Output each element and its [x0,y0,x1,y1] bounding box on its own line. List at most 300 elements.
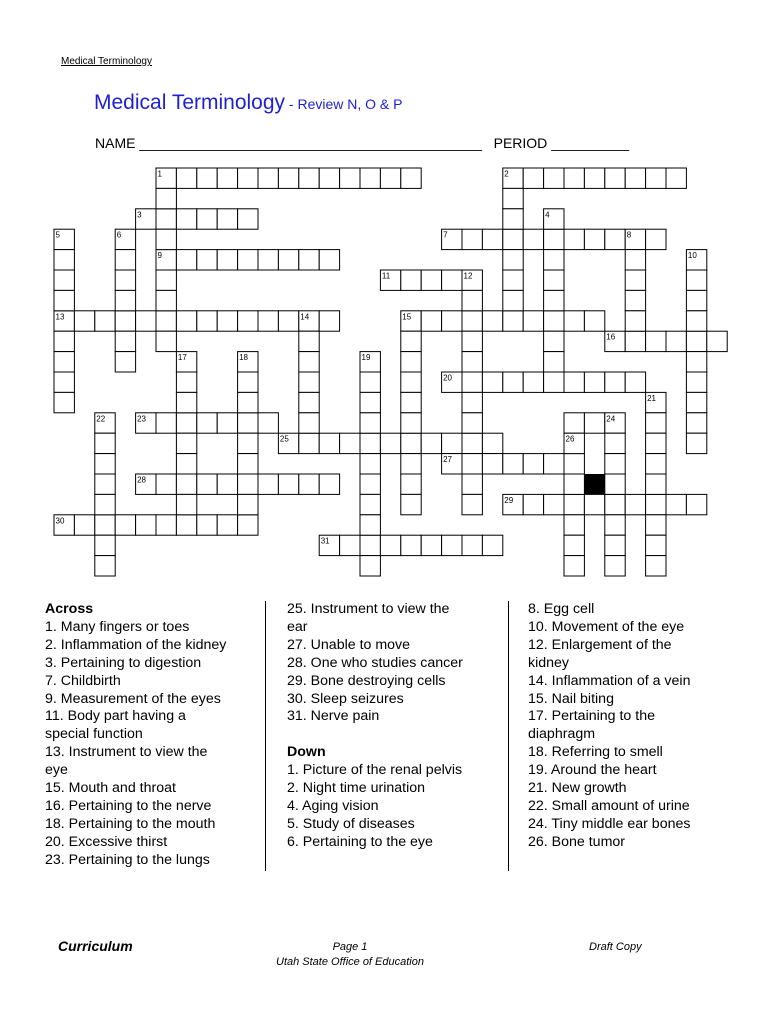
grid-cell[interactable] [258,168,278,188]
clue-number: 11 [381,271,391,281]
grid-cell[interactable] [238,494,258,514]
grid-cell[interactable] [503,454,523,474]
grid-cell[interactable] [238,515,258,535]
grid-cell[interactable] [258,250,278,270]
grid-cell[interactable] [95,494,115,514]
grid-cell[interactable] [523,229,543,249]
grid-cell[interactable] [217,250,237,270]
grid-cell[interactable] [462,413,482,433]
grid-cell[interactable] [74,311,94,331]
grid-cell[interactable] [442,270,462,290]
grid-cell[interactable] [584,229,604,249]
grid-cell[interactable] [54,250,74,270]
grid-cell[interactable] [115,250,135,270]
grid-cell[interactable] [401,494,421,514]
clue-line: 26. Bone tumor [528,833,626,850]
clue-number: 9 [157,251,162,261]
grid-cell[interactable] [605,515,625,535]
grid-cell[interactable] [646,494,666,514]
grid-cell[interactable] [523,168,543,188]
grid-cell[interactable] [95,515,115,535]
clue-line: 4. Aging vision [287,797,379,814]
clue-number: 31 [320,536,330,546]
grid-cell[interactable] [462,454,482,474]
grid-cell[interactable] [462,352,482,372]
grid-cell[interactable] [299,433,319,453]
grid-cell[interactable] [401,168,421,188]
grid-cell[interactable] [197,168,217,188]
grid-cell[interactable] [156,311,176,331]
grid-cell[interactable] [360,556,380,576]
clue-line: 14. Inflammation of a vein [528,672,691,689]
grid-cell[interactable] [401,331,421,351]
grid-cell[interactable] [584,372,604,392]
grid-cell[interactable] [238,168,258,188]
grid-cell[interactable] [217,311,237,331]
clue-line: 18. Referring to smell [528,744,663,761]
clue-number: 2 [504,169,509,179]
grid-cell[interactable] [482,311,502,331]
grid-cell[interactable] [544,290,564,310]
clue-line: 19. Around the heart [528,762,657,779]
grid-cell[interactable] [605,168,625,188]
grid-cell[interactable] [625,372,645,392]
grid-cell[interactable] [605,535,625,555]
grid-cell[interactable] [197,474,217,494]
grid-cell[interactable] [584,168,604,188]
grid-cell[interactable] [544,331,564,351]
grid-cell[interactable] [646,535,666,555]
grid-cell[interactable] [95,433,115,453]
clue-number: 28 [137,475,147,485]
grid-cell[interactable] [197,515,217,535]
grid-cell[interactable] [360,372,380,392]
grid-cell[interactable] [401,392,421,412]
grid-cell[interactable] [605,433,625,453]
grid-cell[interactable] [54,352,74,372]
grid-cell[interactable] [54,331,74,351]
grid-cell[interactable] [319,168,339,188]
grid-cell[interactable] [176,392,196,412]
grid-cell[interactable] [686,413,706,433]
grid-cell[interactable] [462,331,482,351]
clue-number: 26 [565,434,575,444]
grid-cell[interactable] [238,454,258,474]
grid-cell[interactable] [544,494,564,514]
grid-cell[interactable] [176,454,196,474]
grid-cell[interactable] [197,209,217,229]
grid-cell[interactable] [258,311,278,331]
grid-cell[interactable] [686,494,706,514]
grid-cell[interactable] [319,250,339,270]
across-clue-list [45,619,226,870]
clue-line: 30. Sleep seizures [287,690,404,707]
clue-number: 5 [55,230,60,240]
clue-number: 7 [443,230,448,240]
grid-cell[interactable] [564,494,584,514]
grid-cell[interactable] [380,168,400,188]
clue-line: 18. Pertaining to the mouth [45,815,216,832]
grid-cell[interactable] [238,209,258,229]
grid-cell[interactable] [605,454,625,474]
grid-cell[interactable] [686,372,706,392]
grid-cell[interactable] [482,454,502,474]
grid-cell[interactable] [360,413,380,433]
name-field[interactable]: ____________________________________________ [139,135,482,151]
grid-cell[interactable] [156,515,176,535]
grid-cell[interactable] [238,392,258,412]
title-main: Medical Terminology [94,91,286,114]
grid-cell[interactable] [421,311,441,331]
name-label: NAME [95,135,136,151]
grid-cell[interactable] [278,474,298,494]
grid-cell[interactable] [523,494,543,514]
clue-number: 16 [606,332,616,342]
grid-cell[interactable] [299,392,319,412]
clue-line: 24. Tiny middle ear bones [528,815,691,832]
clues-column-1 [45,601,226,870]
grid-cell[interactable] [401,474,421,494]
grid-cell[interactable] [503,250,523,270]
grid-cell[interactable] [503,290,523,310]
grid-cell[interactable] [238,433,258,453]
grid-cell[interactable] [482,535,502,555]
grid-cell[interactable] [625,331,645,351]
grid-cell[interactable] [156,229,176,249]
grid-cell[interactable] [523,454,543,474]
grid-cell[interactable] [238,474,258,494]
grid-cell[interactable] [401,352,421,372]
grid-cell[interactable] [176,494,196,514]
grid-cell[interactable] [360,494,380,514]
grid-cell[interactable] [666,494,686,514]
grid-cell[interactable] [54,392,74,412]
grid-cell[interactable] [523,311,543,331]
clue-line: eye [45,762,68,779]
grid-cell[interactable] [197,413,217,433]
grid-cell[interactable] [564,454,584,474]
grid-cell[interactable] [686,433,706,453]
grid-cell[interactable] [646,515,666,535]
grid-cell[interactable] [258,474,278,494]
grid-cell[interactable] [646,474,666,494]
grid-cell[interactable] [360,168,380,188]
grid-cell[interactable] [564,168,584,188]
grid-cell[interactable] [95,474,115,494]
grid-cell[interactable] [625,494,645,514]
grid-cell[interactable] [462,535,482,555]
grid-cell[interactable] [299,352,319,372]
grid-cell[interactable] [605,229,625,249]
clue-number: 14 [300,312,310,322]
grid-cell[interactable] [95,556,115,576]
grid-cell[interactable] [482,229,502,249]
down-heading: Down [287,744,326,761]
grid-cell[interactable] [176,250,196,270]
grid-cell[interactable] [340,433,360,453]
grid-cell[interactable] [380,433,400,453]
grid-cell[interactable] [421,270,441,290]
grid-cell[interactable] [238,413,258,433]
grid-cell[interactable] [176,372,196,392]
grid-cell[interactable] [360,433,380,453]
grid-cell[interactable] [646,454,666,474]
grid-cell[interactable] [115,290,135,310]
clue-line: 6. Pertaining to the eye [287,833,433,850]
grid-cell[interactable] [217,515,237,535]
clue-line: 15. Mouth and throat [45,780,176,797]
grid-cell[interactable] [54,270,74,290]
clue-line: 3. Pertaining to digestion [45,654,202,671]
clue-line: 20. Excessive thirst [45,833,168,850]
grid-cell[interactable] [217,168,237,188]
grid-cell[interactable] [605,474,625,494]
clue-number: 12 [463,271,473,281]
blocked-cell [584,474,604,494]
grid-cell[interactable] [544,168,564,188]
grid-cell[interactable] [340,168,360,188]
grid-cell[interactable] [503,372,523,392]
grid-cell[interactable] [584,494,604,514]
grid-cell[interactable] [646,229,666,249]
grid-cell[interactable] [156,209,176,229]
grid-cell[interactable] [176,209,196,229]
grid-cell[interactable] [217,474,237,494]
grid-cell[interactable] [666,331,686,351]
grid-cell[interactable] [401,454,421,474]
grid-cell[interactable] [625,250,645,270]
grid-cell[interactable] [625,311,645,331]
grid-cell[interactable] [584,311,604,331]
grid-cell[interactable] [503,311,523,331]
grid-cell[interactable] [299,413,319,433]
grid-cell[interactable] [299,168,319,188]
grid-cell[interactable] [462,372,482,392]
grid-cell[interactable] [278,168,298,188]
clue-number: 18 [239,353,249,363]
grid-cell[interactable] [544,352,564,372]
grid-cell[interactable] [74,515,94,535]
clue-number: 27 [443,455,453,465]
grid-cell[interactable] [176,433,196,453]
grid-cell[interactable] [646,331,666,351]
grid-cell[interactable] [442,311,462,331]
grid-cell[interactable] [115,311,135,331]
grid-cell[interactable] [544,454,564,474]
grid-cell[interactable] [176,413,196,433]
grid-cell[interactable] [401,413,421,433]
grid-cell[interactable] [176,311,196,331]
grid-cell[interactable] [401,433,421,453]
grid-cell[interactable] [156,331,176,351]
grid-cell[interactable] [605,372,625,392]
grid-cell[interactable] [503,188,523,208]
grid-cell[interactable] [625,168,645,188]
grid-cell[interactable] [686,290,706,310]
grid-cell[interactable] [401,372,421,392]
grid-cell[interactable] [686,392,706,412]
grid-cell[interactable] [544,372,564,392]
grid-cell[interactable] [176,168,196,188]
clue-line: 17. Pertaining to the [528,708,655,725]
grid-cell[interactable] [646,433,666,453]
grid-cell[interactable] [319,311,339,331]
grid-cell[interactable] [238,311,258,331]
grid-cell[interactable] [442,535,462,555]
grid-cell[interactable] [686,311,706,331]
grid-cell[interactable] [360,454,380,474]
grid-cell[interactable] [360,392,380,412]
grid-cell[interactable] [401,535,421,555]
clue-number: 10 [687,251,697,261]
grid-cell[interactable] [401,270,421,290]
grid-cell[interactable] [462,290,482,310]
grid-cell[interactable] [625,290,645,310]
grid-cell[interactable] [625,270,645,290]
grid-cell[interactable] [646,168,666,188]
grid-cell[interactable] [421,535,441,555]
grid-cell[interactable] [115,352,135,372]
grid-cell[interactable] [462,392,482,412]
grid-cell[interactable] [197,311,217,331]
grid-cell[interactable] [564,556,584,576]
clue-line: 16. Pertaining to the nerve [45,797,212,814]
period-label: PERIOD [493,135,548,151]
grid-cell[interactable] [380,535,400,555]
grid-cell[interactable] [523,372,543,392]
clue-line: 10. Movement of the eye [528,618,685,635]
grid-cell[interactable] [319,433,339,453]
clues-column-3 [528,601,690,852]
grid-cell[interactable] [278,311,298,331]
grid-cell[interactable] [176,474,196,494]
grid-cell[interactable] [95,311,115,331]
grid-cell[interactable] [136,311,156,331]
down-clue-list-cont [528,601,690,852]
grid-cell[interactable] [95,454,115,474]
grid-cell[interactable] [319,474,339,494]
grid-cell[interactable] [156,413,176,433]
grid-cell[interactable] [156,270,176,290]
clue-line: 9. Measurement of the eyes [45,690,221,707]
grid-cell[interactable] [564,535,584,555]
clues-column-2 [287,601,463,852]
clue-number: 20 [443,373,453,383]
grid-cell[interactable] [136,515,156,535]
clue-number: 19 [361,353,371,363]
grid-cell[interactable] [115,270,135,290]
clue-line: 22. Small amount of urine [528,797,690,814]
grid-cell[interactable] [442,433,462,453]
clue-line: special function [45,726,143,743]
grid-cell[interactable] [54,372,74,392]
grid-cell[interactable] [360,474,380,494]
grid-cell[interactable] [421,433,441,453]
grid-cell[interactable] [462,433,482,453]
grid-cell[interactable] [503,270,523,290]
grid-cell[interactable] [564,372,584,392]
grid-cell[interactable] [707,331,727,351]
clue-line: 28. One who studies cancer [287,654,463,671]
grid-cell[interactable] [544,311,564,331]
grid-cell[interactable] [360,515,380,535]
grid-cell[interactable] [503,209,523,229]
grid-cell[interactable] [299,372,319,392]
down-clue-list [287,762,463,852]
grid-cell[interactable] [503,229,523,249]
grid-cell[interactable] [564,474,584,494]
grid-cell[interactable] [156,474,176,494]
grid-cell[interactable] [258,413,278,433]
grid-cell[interactable] [238,372,258,392]
grid-cell[interactable] [462,474,482,494]
grid-cell[interactable] [360,535,380,555]
grid-cell[interactable] [299,250,319,270]
grid-cell[interactable] [115,331,135,351]
running-header: Medical Terminology [61,56,152,67]
grid-cell[interactable] [666,168,686,188]
grid-cell[interactable] [299,331,319,351]
grid-cell[interactable] [54,290,74,310]
grid-cell[interactable] [646,413,666,433]
clue-line: 8. Egg cell [528,601,595,617]
clue-line: 1. Many fingers or toes [45,618,190,635]
grid-cell[interactable] [564,229,584,249]
grid-cell[interactable] [564,515,584,535]
clue-number: 17 [177,353,187,363]
clue-line: 23. Pertaining to the lungs [45,851,210,868]
grid-cell[interactable] [299,474,319,494]
grid-cell[interactable] [564,311,584,331]
grid-cell[interactable] [462,494,482,514]
grid-cell[interactable] [605,494,625,514]
grid-cell[interactable] [462,311,482,331]
grid-cell[interactable] [482,372,502,392]
clue-line: 11. Body part having a [45,708,186,725]
grid-cell[interactable] [686,270,706,290]
grid-cell[interactable] [544,270,564,290]
grid-cell[interactable] [544,250,564,270]
grid-cell[interactable] [482,433,502,453]
grid-cell[interactable] [686,352,706,372]
clue-line: diaphragm [528,726,596,743]
grid-cell[interactable] [462,229,482,249]
grid-cell[interactable] [197,250,217,270]
grid-cell[interactable] [115,515,135,535]
clue-number: 23 [137,414,147,424]
grid-cell[interactable] [278,250,298,270]
grid-cell[interactable] [95,535,115,555]
grid-cell[interactable] [217,209,237,229]
grid-cell[interactable] [544,229,564,249]
clue-line: ear [287,618,308,635]
clue-line: 13. Instrument to view the [45,744,208,761]
grid-cell[interactable] [584,413,604,433]
period-field[interactable]: __________ [551,135,630,151]
grid-cell[interactable] [217,413,237,433]
grid-cell[interactable] [156,290,176,310]
grid-cell[interactable] [686,331,706,351]
grid-cell[interactable] [564,413,584,433]
grid-cell[interactable] [646,556,666,576]
grid-cell[interactable] [238,250,258,270]
grid-cell[interactable] [176,515,196,535]
grid-cell[interactable] [340,535,360,555]
column-divider [265,601,266,871]
grid-cell[interactable] [605,556,625,576]
grid-cell[interactable] [156,188,176,208]
footer-draft: Draft Copy [589,941,642,953]
